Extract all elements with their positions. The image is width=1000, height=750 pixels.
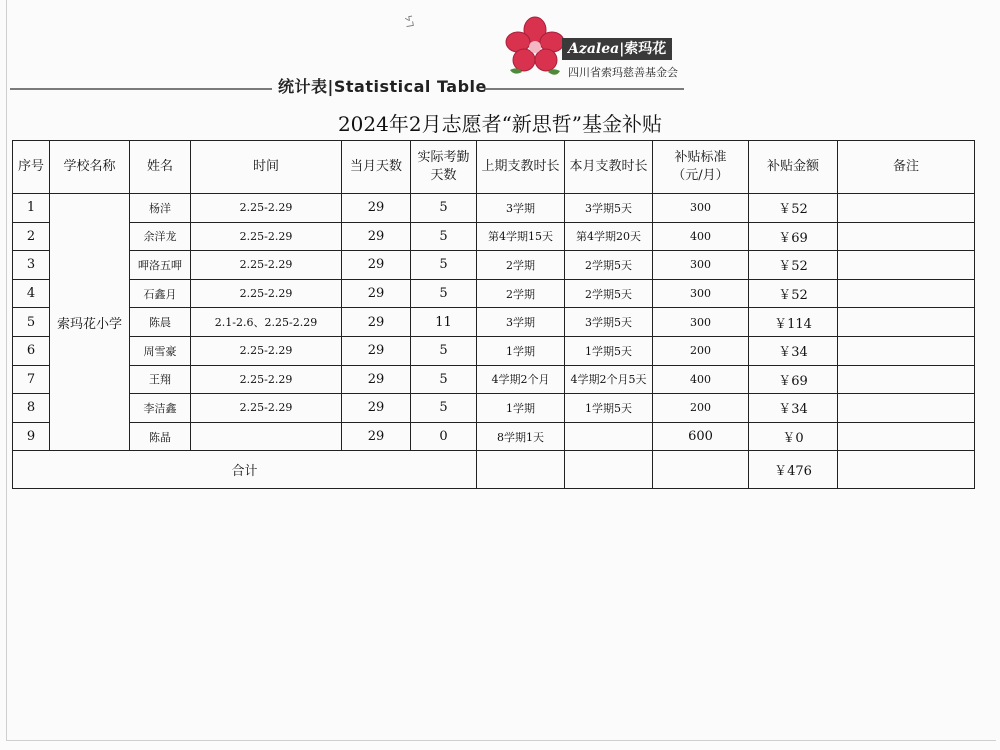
cell-standard: 200 xyxy=(653,336,749,365)
cell-amount: ￥52 xyxy=(749,194,838,223)
cell-this-duration: 1学期5天 xyxy=(565,394,653,423)
col-header-last-duration: 上期支教时长 xyxy=(477,141,565,194)
cell-remark xyxy=(838,308,975,337)
header-row xyxy=(13,141,975,194)
cell-actual-days: 5 xyxy=(411,394,477,423)
cell-seq: 5 xyxy=(13,308,50,337)
cell-time xyxy=(191,422,342,451)
cell-remark xyxy=(838,365,975,394)
cell-seq: 3 xyxy=(13,251,50,280)
header-rule-left xyxy=(10,88,272,90)
cell-last-duration: 2学期 xyxy=(477,251,565,280)
total-empty-last xyxy=(477,451,565,489)
cell-this-duration xyxy=(565,422,653,451)
cell-seq: 2 xyxy=(13,222,50,251)
cell-actual-days: 5 xyxy=(411,194,477,223)
col-header-name: 姓名 xyxy=(130,141,191,194)
table-row xyxy=(13,251,975,280)
table-row xyxy=(13,222,975,251)
cell-amount: ￥0 xyxy=(749,422,838,451)
document-title: 2024年2月志愿者“新思哲”基金补贴 xyxy=(337,112,663,136)
cell-time: 2.25-2.29 xyxy=(191,222,342,251)
cell-amount: ￥34 xyxy=(749,394,838,423)
statistical-table-label: 统计表|Statistical Table xyxy=(278,77,487,96)
table-row xyxy=(13,194,975,223)
cell-school: 索玛花小学 xyxy=(50,194,130,451)
cell-remark xyxy=(838,251,975,280)
col-header-remark: 备注 xyxy=(838,141,975,194)
cell-amount: ￥69 xyxy=(749,222,838,251)
cell-remark xyxy=(838,222,975,251)
actual-days-line2: 天数 xyxy=(430,168,457,183)
header-rule-right xyxy=(484,88,684,90)
cell-actual-days: 5 xyxy=(411,365,477,394)
cell-last-duration: 4学期2个月 xyxy=(477,365,565,394)
cell-last-duration: 2学期 xyxy=(477,279,565,308)
cell-this-duration: 第4学期20天 xyxy=(565,222,653,251)
col-header-standard xyxy=(653,141,749,194)
cell-standard: 200 xyxy=(653,394,749,423)
cell-name: 陈晨 xyxy=(130,308,191,337)
cell-name: 呷洛五呷 xyxy=(130,251,191,280)
col-header-this-duration: 本月支教时长 xyxy=(565,141,653,194)
cell-month-days: 29 xyxy=(342,365,411,394)
logo-brand-badge xyxy=(562,38,672,60)
total-amount: ￥476 xyxy=(749,451,838,489)
azalea-flower-icon xyxy=(500,14,570,84)
cell-standard: 300 xyxy=(653,251,749,280)
cell-time: 2.25-2.29 xyxy=(191,365,342,394)
cell-name: 李洁鑫 xyxy=(130,394,191,423)
cell-name: 余洋龙 xyxy=(130,222,191,251)
cell-standard: 300 xyxy=(653,308,749,337)
cell-this-duration: 3学期5天 xyxy=(565,308,653,337)
cell-last-duration: 8学期1天 xyxy=(477,422,565,451)
total-label: 合计 xyxy=(13,451,477,489)
cell-actual-days: 5 xyxy=(411,251,477,280)
cell-remark xyxy=(838,194,975,223)
table-row xyxy=(13,422,975,451)
subsidy-table xyxy=(12,140,975,489)
handwritten-mark: ᔭᒣ xyxy=(401,14,415,29)
cell-time: 2.25-2.29 xyxy=(191,251,342,280)
cell-last-duration: 1学期 xyxy=(477,336,565,365)
cell-standard: 600 xyxy=(653,422,749,451)
cell-remark xyxy=(838,422,975,451)
cell-standard: 400 xyxy=(653,222,749,251)
cell-month-days: 29 xyxy=(342,308,411,337)
col-header-actual-days xyxy=(411,141,477,194)
brand-english: Azalea xyxy=(568,41,620,57)
cell-time: 2.25-2.29 xyxy=(191,336,342,365)
table-row xyxy=(13,394,975,423)
cell-time: 2.25-2.29 xyxy=(191,194,342,223)
cell-time: 2.25-2.29 xyxy=(191,279,342,308)
cell-month-days: 29 xyxy=(342,251,411,280)
cell-amount: ￥52 xyxy=(749,251,838,280)
cell-this-duration: 2学期5天 xyxy=(565,251,653,280)
cell-seq: 9 xyxy=(13,422,50,451)
total-empty-standard xyxy=(653,451,749,489)
cell-amount: ￥114 xyxy=(749,308,838,337)
cell-time: 2.1-2.6、2.25-2.29 xyxy=(191,308,342,337)
table-row xyxy=(13,336,975,365)
cell-month-days: 29 xyxy=(342,422,411,451)
cell-actual-days: 5 xyxy=(411,222,477,251)
cell-seq: 1 xyxy=(13,194,50,223)
cell-month-days: 29 xyxy=(342,336,411,365)
brand-chinese: |索玛花 xyxy=(619,41,667,57)
cell-name: 周雪豪 xyxy=(130,336,191,365)
cell-this-duration: 4学期2个月5天 xyxy=(565,365,653,394)
page-edge-bottom xyxy=(6,740,996,741)
cell-this-duration: 3学期5天 xyxy=(565,194,653,223)
cell-last-duration: 3学期 xyxy=(477,194,565,223)
col-header-seq: 序号 xyxy=(13,141,50,194)
cell-name: 陈晶 xyxy=(130,422,191,451)
foundation-name: 四川省索玛慈善基金会 xyxy=(568,66,678,79)
cell-remark xyxy=(838,394,975,423)
table-row xyxy=(13,365,975,394)
col-header-amount: 补贴金额 xyxy=(749,141,838,194)
actual-days-line1: 实际考勤 xyxy=(417,150,470,165)
cell-amount: ￥34 xyxy=(749,336,838,365)
cell-actual-days: 0 xyxy=(411,422,477,451)
cell-actual-days: 5 xyxy=(411,279,477,308)
cell-seq: 4 xyxy=(13,279,50,308)
col-header-month-days: 当月天数 xyxy=(342,141,411,194)
cell-last-duration: 3学期 xyxy=(477,308,565,337)
cell-seq: 7 xyxy=(13,365,50,394)
cell-standard: 300 xyxy=(653,279,749,308)
cell-seq: 8 xyxy=(13,394,50,423)
cell-seq: 6 xyxy=(13,336,50,365)
cell-this-duration: 2学期5天 xyxy=(565,279,653,308)
cell-remark xyxy=(838,336,975,365)
cell-actual-days: 5 xyxy=(411,336,477,365)
cell-month-days: 29 xyxy=(342,394,411,423)
total-row xyxy=(13,451,975,489)
foundation-logo xyxy=(500,14,700,84)
cell-last-duration: 1学期 xyxy=(477,394,565,423)
col-header-time: 时间 xyxy=(191,141,342,194)
table-row xyxy=(13,308,975,337)
cell-amount: ￥69 xyxy=(749,365,838,394)
cell-name: 杨洋 xyxy=(130,194,191,223)
cell-actual-days: 11 xyxy=(411,308,477,337)
cell-month-days: 29 xyxy=(342,279,411,308)
standard-line1: 补贴标准 xyxy=(674,150,727,165)
cell-month-days: 29 xyxy=(342,194,411,223)
cell-month-days: 29 xyxy=(342,222,411,251)
cell-name: 石鑫月 xyxy=(130,279,191,308)
cell-amount: ￥52 xyxy=(749,279,838,308)
cell-standard: 300 xyxy=(653,194,749,223)
cell-last-duration: 第4学期15天 xyxy=(477,222,565,251)
cell-standard: 400 xyxy=(653,365,749,394)
col-header-school: 学校名称 xyxy=(50,141,130,194)
standard-line2: （元/月） xyxy=(672,168,729,183)
total-empty-remark xyxy=(838,451,975,489)
cell-name: 王翔 xyxy=(130,365,191,394)
cell-remark xyxy=(838,279,975,308)
cell-time: 2.25-2.29 xyxy=(191,394,342,423)
cell-this-duration: 1学期5天 xyxy=(565,336,653,365)
table-row xyxy=(13,279,975,308)
total-empty-this xyxy=(565,451,653,489)
